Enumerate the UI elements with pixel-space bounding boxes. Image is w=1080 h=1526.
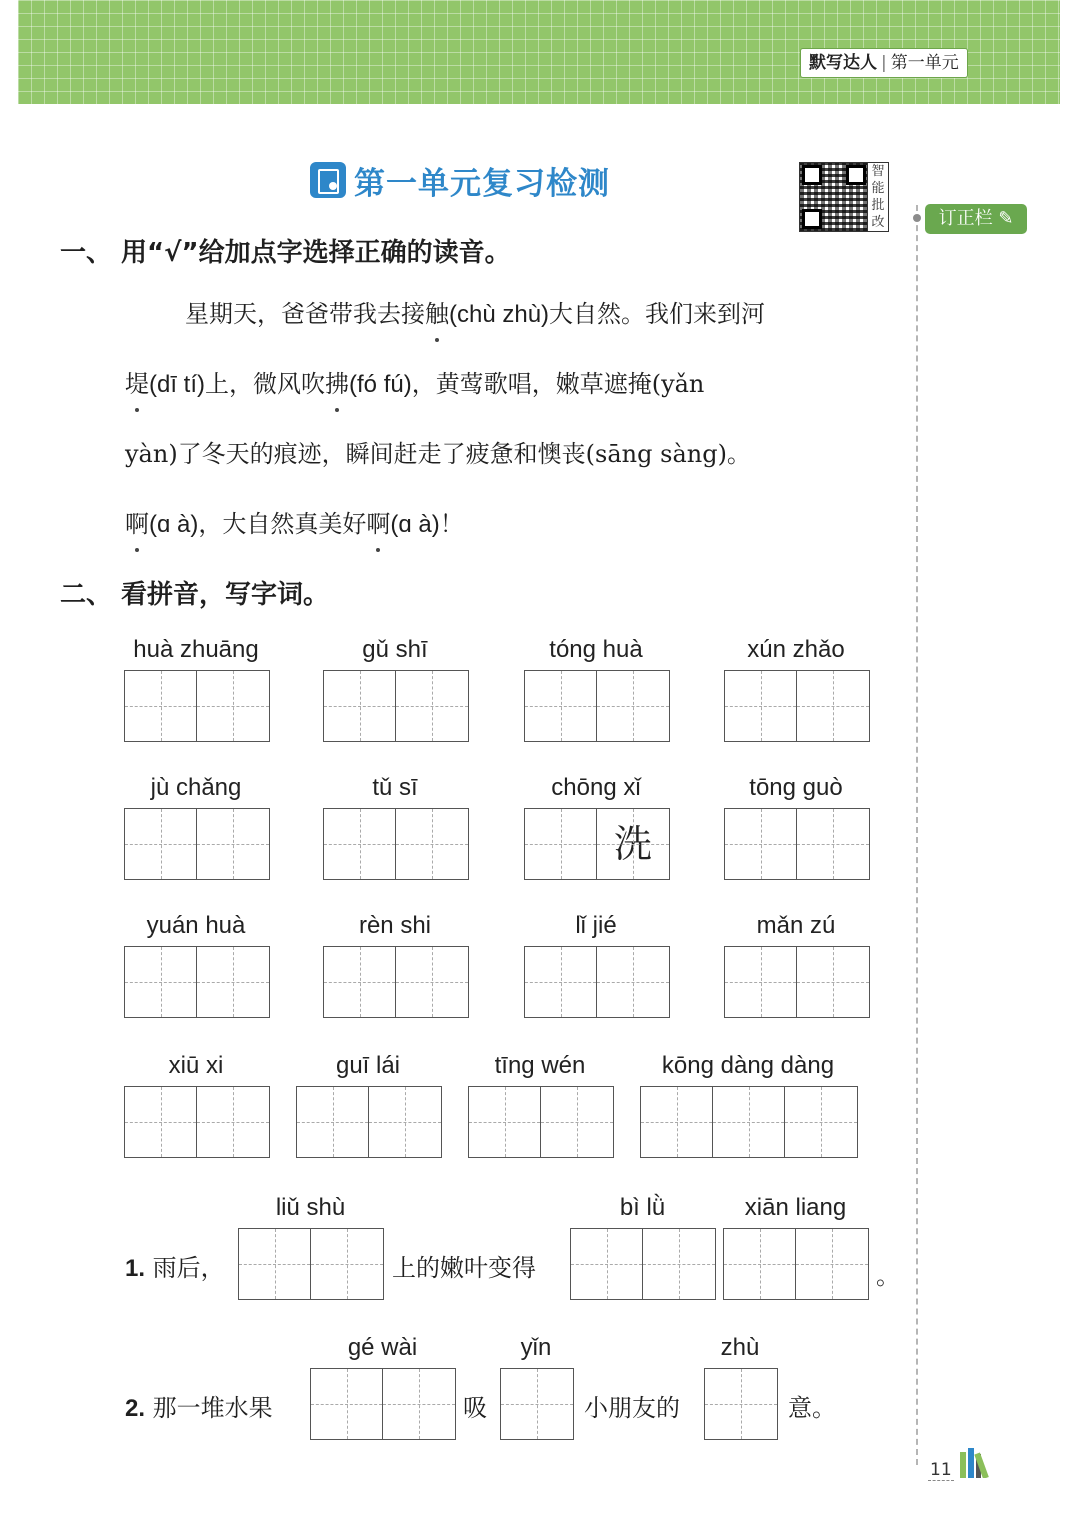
- answer-box[interactable]: [524, 946, 670, 1018]
- dotted-char: 啊: [125, 510, 149, 538]
- margin-dot: [913, 214, 921, 222]
- passage-line-2: [125, 364, 900, 399]
- write-cell[interactable]: [125, 947, 197, 1017]
- pinyin-options: (ɑ à): [149, 511, 199, 538]
- write-cell[interactable]: [525, 947, 597, 1017]
- passage-text: 大自然。我们来到河: [549, 300, 766, 328]
- passage-text: 星期天，爸爸带我去接: [185, 300, 425, 328]
- qr-label-char: 智: [871, 164, 885, 179]
- dotted-char: 触: [425, 300, 449, 328]
- write-cell[interactable]: [725, 671, 797, 741]
- write-cell[interactable]: [469, 1087, 541, 1157]
- dotted-char: 拂: [325, 370, 350, 398]
- sentence-text: 小朋友的: [584, 1394, 680, 1422]
- pinyin-label: gǔ shī: [362, 636, 428, 663]
- write-cell[interactable]: 洗: [597, 809, 669, 879]
- header-brand: 默写达人: [809, 53, 877, 73]
- pinyin-label: kōng dàng dàng: [661, 1052, 835, 1079]
- answer-box[interactable]: [724, 946, 870, 1018]
- write-cell[interactable]: [641, 1087, 713, 1157]
- passage-line-4: [125, 504, 900, 539]
- write-cell[interactable]: [125, 809, 197, 879]
- passage-line-1: [185, 294, 960, 329]
- books-icon: [958, 1448, 998, 1478]
- passage-line-3: [125, 434, 900, 469]
- header-unit: 第一单元: [890, 53, 959, 73]
- write-cell[interactable]: [525, 671, 597, 741]
- sentence2-start: [125, 1388, 273, 1423]
- header-tag: [800, 48, 968, 78]
- answer-box[interactable]: [296, 1086, 442, 1158]
- answer-box-liushu[interactable]: [238, 1228, 384, 1300]
- write-cell[interactable]: [324, 947, 396, 1017]
- header-separator: |: [881, 53, 887, 73]
- write-cell[interactable]: [525, 809, 597, 879]
- pinyin-label: huà zhuāng: [133, 636, 259, 663]
- write-cell[interactable]: [597, 947, 669, 1017]
- correction-text: 订正栏: [938, 208, 993, 229]
- pinyin-options: (ɑ à): [390, 511, 440, 538]
- write-cell[interactable]: [197, 809, 269, 879]
- passage-text: ！: [439, 510, 464, 538]
- qr-finder: [802, 209, 822, 229]
- answer-box[interactable]: [724, 808, 870, 880]
- pinyin-label: gé wài: [347, 1334, 418, 1361]
- qr-label-char: 批: [871, 198, 885, 213]
- write-cell[interactable]: [785, 1087, 857, 1157]
- page-title: [310, 158, 610, 202]
- sentence1-start: [125, 1248, 225, 1283]
- write-cell[interactable]: [197, 671, 269, 741]
- pinyin-label: tóng huà: [549, 636, 643, 663]
- sentence-number: 1.: [125, 1255, 146, 1282]
- passage-text: ，大自然真美好: [198, 510, 367, 538]
- answer-box-bilu[interactable]: [570, 1228, 716, 1300]
- qr-finder: [846, 165, 866, 185]
- pinyin-label: tīng wén: [494, 1052, 586, 1079]
- pinyin-options: (chù zhù): [449, 301, 550, 328]
- book-icon: [310, 162, 346, 198]
- answer-box-yin[interactable]: [500, 1368, 574, 1440]
- pinyin-label: xún zhǎo: [747, 636, 845, 663]
- answer-box[interactable]: [124, 1086, 270, 1158]
- pinyin-label: bì lǜ: [619, 1194, 666, 1221]
- answer-box[interactable]: [323, 808, 469, 880]
- write-cell[interactable]: [541, 1087, 613, 1157]
- sentence-text: 上的嫩叶变得: [392, 1254, 536, 1282]
- pinyin-label: yuán huà: [146, 912, 246, 939]
- answer-box[interactable]: [524, 808, 670, 880]
- answer-box[interactable]: [124, 946, 270, 1018]
- answer-box[interactable]: [640, 1086, 858, 1158]
- write-cell[interactable]: [725, 809, 797, 879]
- dotted-char: 堤: [125, 370, 149, 398]
- write-cell[interactable]: [797, 671, 869, 741]
- write-cell[interactable]: [725, 947, 797, 1017]
- answer-box-xianliang[interactable]: [723, 1228, 869, 1300]
- write-cell[interactable]: [797, 947, 869, 1017]
- pinyin-label: chōng xǐ: [551, 774, 641, 801]
- passage-text: ，黄莺歌唱，嫩草遮掩(yǎn: [411, 370, 705, 398]
- answer-box[interactable]: [323, 946, 469, 1018]
- sentence-number: 2.: [125, 1395, 146, 1422]
- write-cell[interactable]: [797, 809, 869, 879]
- pinyin-label: xiū xi: [168, 1052, 224, 1079]
- sentence-end: 意。: [788, 1394, 836, 1422]
- qr-label-char: 改: [871, 215, 885, 230]
- pinyin-label: jù chǎng: [150, 774, 242, 801]
- write-cell[interactable]: [396, 809, 468, 879]
- write-cell[interactable]: [125, 671, 197, 741]
- section1-heading: 一、 用“√”给加点字选择正确的读音。: [60, 238, 511, 268]
- margin-divider: [916, 205, 918, 1465]
- section2-heading: 二、 看拼音，写字词。: [60, 580, 330, 610]
- pinyin-label: tōng guò: [749, 774, 843, 801]
- answer-box[interactable]: [124, 670, 270, 742]
- dotted-char: 啊: [366, 510, 391, 538]
- qr-label: [867, 162, 889, 232]
- write-cell[interactable]: [597, 671, 669, 741]
- qr-finder: [802, 165, 822, 185]
- pinyin-label: tǔ sī: [372, 774, 418, 801]
- write-cell[interactable]: [197, 1087, 269, 1157]
- write-cell[interactable]: [713, 1087, 785, 1157]
- write-cell[interactable]: [396, 671, 468, 741]
- pinyin-label: rèn shi: [358, 912, 432, 939]
- write-cell[interactable]: [369, 1087, 441, 1157]
- pinyin-label: yǐn: [520, 1334, 552, 1361]
- write-cell[interactable]: [324, 809, 396, 879]
- pinyin-options: (dī tí): [149, 371, 206, 398]
- answer-box[interactable]: [124, 808, 270, 880]
- sentence-text: 雨后，: [152, 1254, 225, 1282]
- passage-text: 上，微风吹: [205, 370, 326, 398]
- qr-label-char: 能: [871, 181, 885, 196]
- sentence-text: 吸: [463, 1394, 487, 1422]
- qr-code[interactable]: [799, 162, 869, 232]
- pinyin-label: mǎn zú: [756, 912, 836, 939]
- answer-box[interactable]: [724, 670, 870, 742]
- write-cell[interactable]: [197, 947, 269, 1017]
- pinyin-label: lǐ jié: [575, 912, 617, 939]
- pinyin-options: (fó fú): [349, 371, 412, 398]
- pinyin-label: guī lái: [335, 1052, 401, 1079]
- answer-box[interactable]: [323, 670, 469, 742]
- pinyin-label: liǔ shù: [275, 1194, 346, 1221]
- pinyin-label: xiān liang: [744, 1194, 847, 1221]
- write-cell[interactable]: [324, 671, 396, 741]
- write-cell[interactable]: [396, 947, 468, 1017]
- correction-label: 订正栏 ✎: [925, 204, 1027, 234]
- answer-box-gewai[interactable]: [310, 1368, 456, 1440]
- page-number: 11: [930, 1460, 952, 1480]
- answer-box[interactable]: [468, 1086, 614, 1158]
- write-cell[interactable]: [125, 1087, 197, 1157]
- answer-box[interactable]: [524, 670, 670, 742]
- pinyin-label: zhù: [720, 1334, 760, 1361]
- passage-text: yàn)了冬天的痕迹，瞬间赶走了疲惫和懊丧(sāng sàng)。: [125, 440, 751, 468]
- sentence-end: 。: [876, 1262, 900, 1290]
- sentence-text: 那一堆水果: [152, 1394, 273, 1422]
- answer-box-zhu[interactable]: [704, 1368, 778, 1440]
- write-cell[interactable]: [297, 1087, 369, 1157]
- title-text: 第一单元复习检测: [354, 165, 610, 202]
